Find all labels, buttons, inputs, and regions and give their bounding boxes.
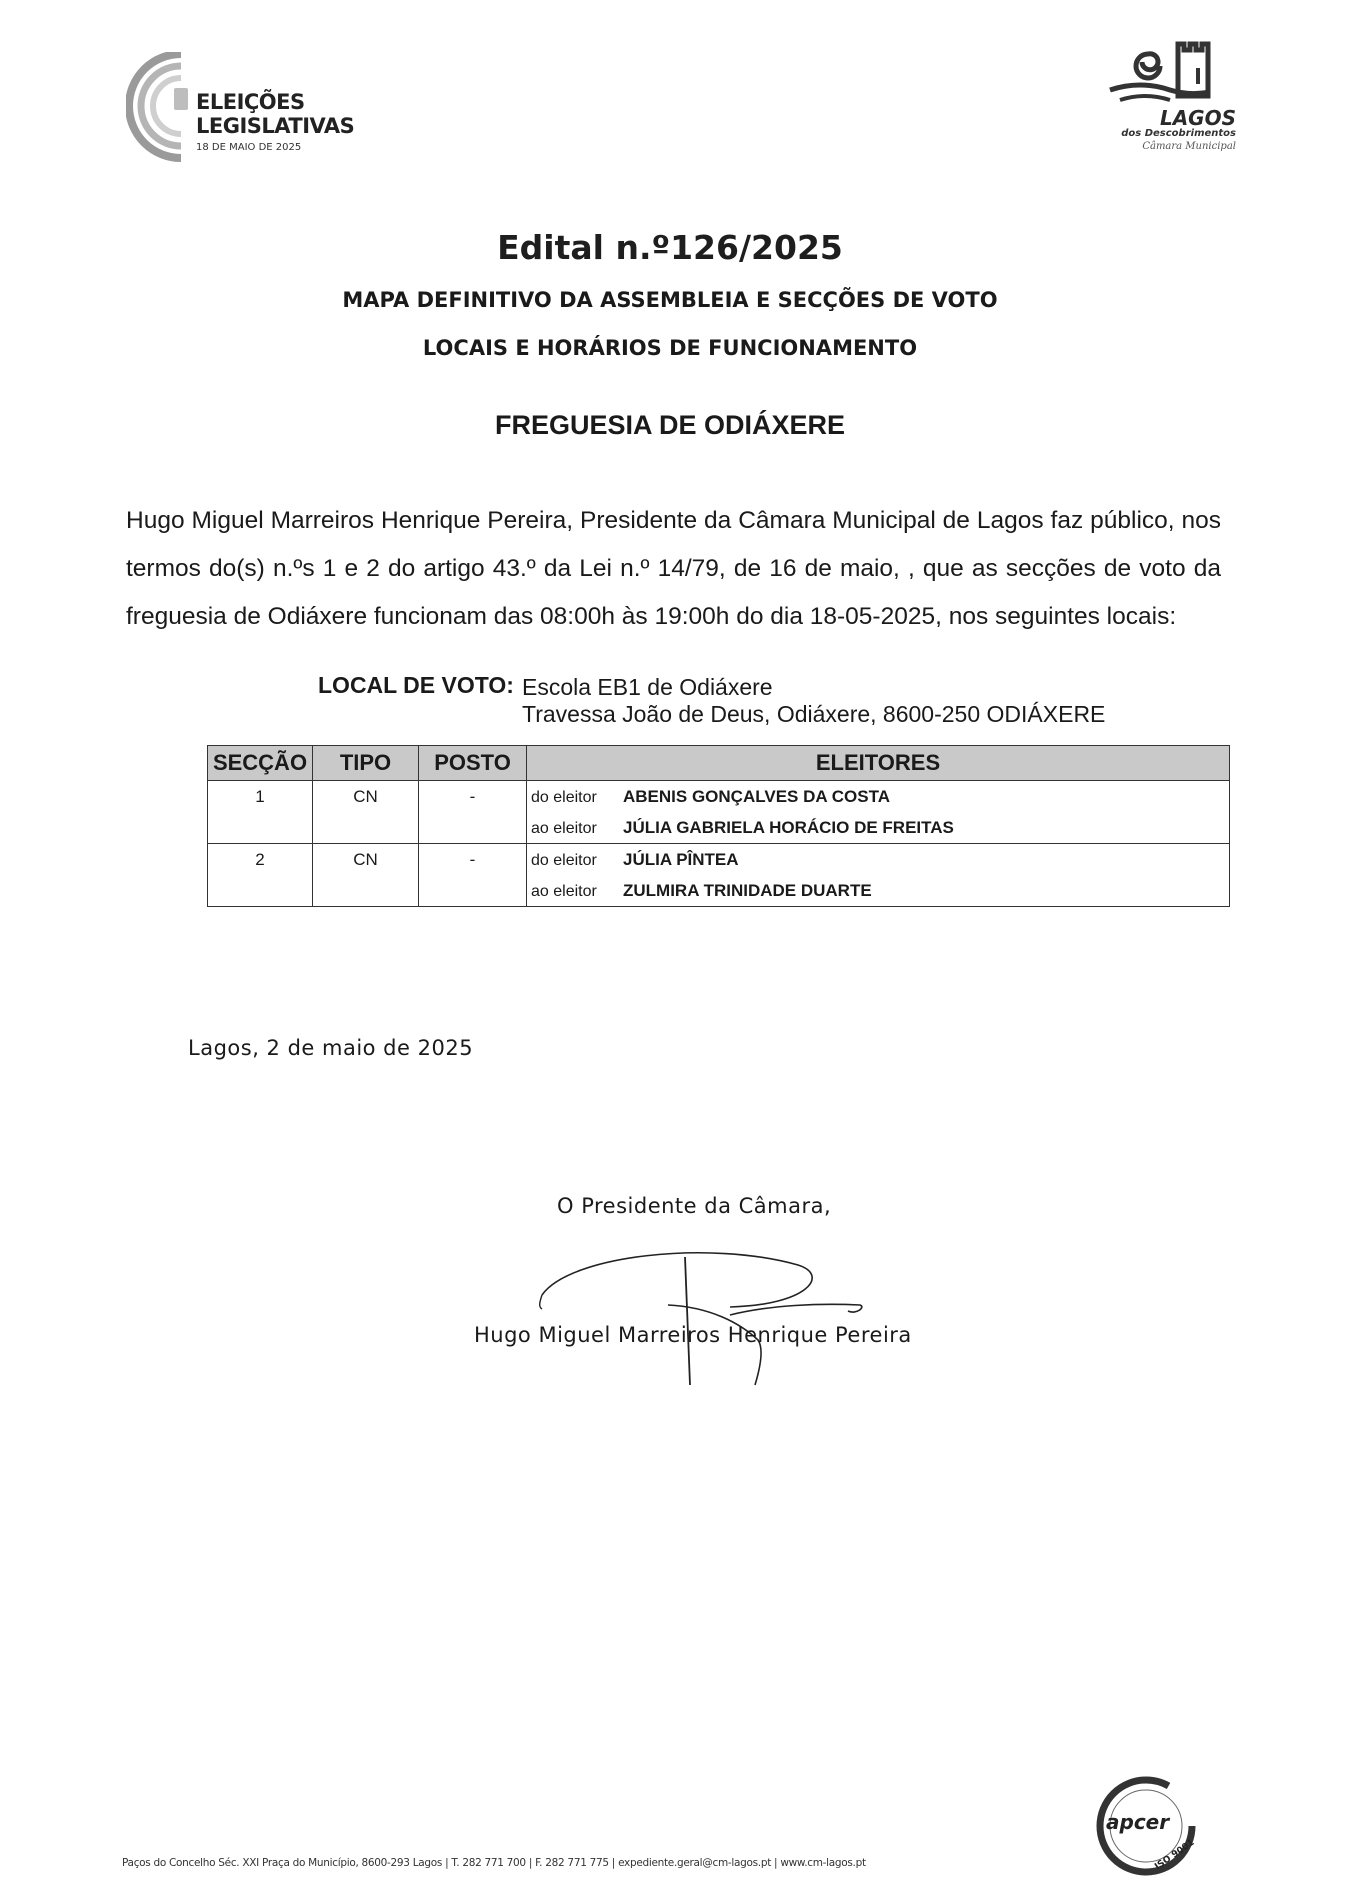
table-row	[208, 875, 1230, 907]
cell-from-voter	[527, 781, 1230, 813]
table-header-row	[208, 746, 1230, 781]
apcer-text: apcer	[1106, 1810, 1170, 1834]
from-label: do eleitor	[531, 788, 597, 806]
certification-logo	[1090, 1772, 1202, 1880]
voting-sections-table	[207, 745, 1230, 907]
from-voter-name: JÚLIA PÎNTEA	[623, 849, 739, 869]
to-label: ao eleitor	[531, 882, 597, 900]
cell-tipo: CN	[313, 781, 419, 813]
cell-posto: -	[419, 781, 527, 813]
municipality-logo-tagline: dos Descobrimentos	[1121, 128, 1236, 139]
municipality-logo-subtitle: Câmara Municipal	[1142, 141, 1236, 152]
cell-posto: -	[419, 844, 527, 876]
cell-to-voter	[527, 875, 1230, 907]
to-voter-name: JÚLIA GABRIELA HORÁCIO DE FREITAS	[623, 817, 954, 837]
document-title: Edital n.º126/2025	[497, 228, 843, 267]
municipality-logo-name: LAGOS	[1159, 106, 1236, 130]
location-address: Travessa João de Deus, Odiáxere, 8600-250 ODIÁXERE	[522, 701, 1106, 727]
header-seccao: SECÇÃO	[208, 746, 313, 781]
cell-from-voter	[527, 844, 1230, 876]
election-logo-date: 18 DE MAIO DE 2025	[196, 142, 302, 153]
cell-seccao: 1	[208, 781, 313, 813]
header-tipo: TIPO	[313, 746, 419, 781]
signer-name: Hugo Miguel Marreiros Henrique Pereira	[474, 1323, 912, 1347]
table-row	[208, 844, 1230, 876]
location-name: Escola EB1 de Odiáxere	[522, 674, 773, 700]
municipality-logo	[1090, 38, 1240, 163]
cell-tipo: CN	[313, 844, 419, 876]
signature-icon	[530, 1245, 880, 1390]
to-label: ao eleitor	[531, 819, 597, 837]
footer-contact: Paços do Concelho Séc. XXI Praça do Município, 8600-293 Lagos | T. 282 771 700 | F. 282 771 775 | expediente.geral@cm-lagos.pt | www.cm-lagos.pt	[122, 1857, 866, 1869]
header-posto: POSTO	[419, 746, 527, 781]
election-logo-line1: ELEIÇÕES	[196, 90, 305, 114]
cell-to-voter	[527, 812, 1230, 844]
signer-title: O Presidente da Câmara,	[557, 1194, 832, 1218]
document-subtitle-2: LOCAIS E HORÁRIOS DE FUNCIONAMENTO	[422, 336, 918, 360]
parish-heading: FREGUESIA DE ODIÁXERE	[494, 410, 846, 440]
from-voter-name: ABENIS GONÇALVES DA COSTA	[623, 786, 890, 806]
election-arc-icon	[126, 52, 206, 164]
election-logo-line2: LEGISLATIVAS	[196, 114, 355, 138]
intro-paragraph: Hugo Miguel Marreiros Henrique Pereira, Presidente da Câmara Municipal de Lagos faz público, nos termos do(s) n.ºs 1 e 2 do artigo 43.º da Lei n.º 14/79, de 16 de maio, , que as secções de voto da freguesia de Odiáxere funcionam das 08:00h às 19:00h do dia 18-05-2025, nos seguintes locais:	[126, 507, 1221, 630]
document-subtitle-1: MAPA DEFINITIVO DA ASSEMBLEIA E SECÇÕES DE VOTO	[342, 288, 998, 312]
cell-seccao: 2	[208, 844, 313, 876]
election-logo	[126, 52, 356, 164]
table-row	[208, 812, 1230, 844]
lagos-tower-icon	[1090, 38, 1240, 113]
location-label: LOCAL DE VOTO:	[318, 672, 514, 698]
place-date: Lagos, 2 de maio de 2025	[188, 1036, 474, 1060]
to-voter-name: ZULMIRA TRINIDADE DUARTE	[623, 880, 872, 900]
from-label: do eleitor	[531, 851, 597, 869]
iso-text: ISO 9001	[1153, 1837, 1197, 1873]
header-eleitores: ELEITORES	[527, 746, 1230, 781]
table-row	[208, 781, 1230, 813]
